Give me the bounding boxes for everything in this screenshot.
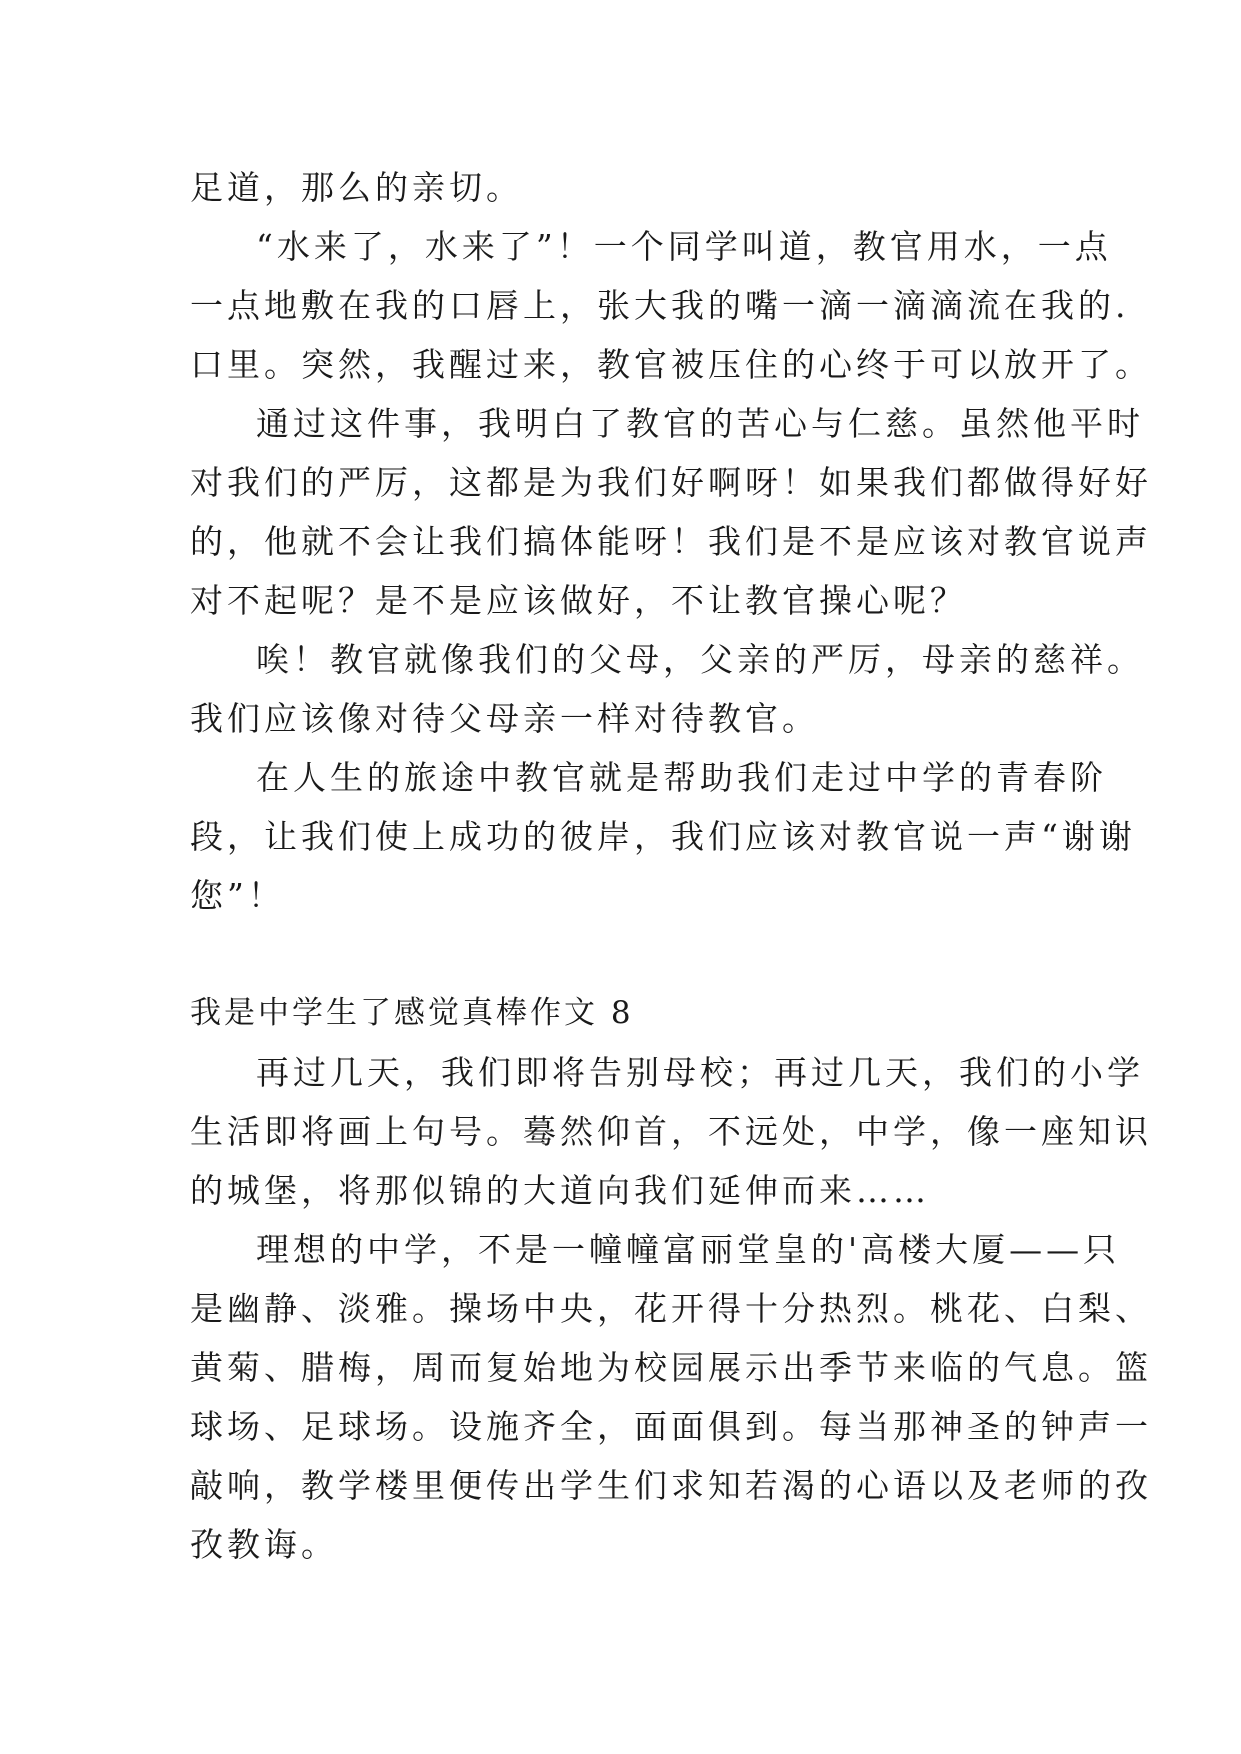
text-line: “水来了，水来了”！一个同学叫道，教官用水，一点 <box>256 227 1112 266</box>
text-line: 通过这件事，我明白了教官的苦心与仁慈。虽然他平时 <box>256 404 1144 443</box>
text-line: 足道，那么的亲切。 <box>190 168 523 207</box>
text-line: 黄菊、腊梅，周而复始地为校园展示出季节来临的气息。篮 <box>190 1348 1152 1387</box>
text-line: 球场、足球场。设施齐全，面面俱到。每当那神圣的钟声一 <box>190 1407 1152 1446</box>
text-line: 在人生的旅途中教官就是帮助我们走过中学的青春阶 <box>256 758 1107 797</box>
text-line: 段，让我们使上成功的彼岸，我们应该对教官说一声“谢谢 <box>190 817 1136 856</box>
document-page <box>190 158 1152 1574</box>
text-line: 一点地敷在我的口唇上，张大我的嘴一滴一滴滴流在我的. <box>190 286 1130 325</box>
essay-title: 我是中学生了感觉真棒作文 8 <box>190 995 634 1031</box>
text-line: 生活即将画上句号。蓦然仰首，不远处，中学，像一座知识 <box>190 1112 1152 1151</box>
text-line: 是幽静、淡雅。操场中央，花开得十分热烈。桃花、白梨、 <box>190 1289 1152 1328</box>
text-line: 口里。突然，我醒过来，教官被压住的心终于可以放开了。 <box>190 345 1152 384</box>
text-line: 孜教诲。 <box>190 1525 338 1564</box>
text-line: 唉！教官就像我们的父母，父亲的严厉，母亲的慈祥。 <box>256 640 1144 679</box>
text-line: 的城堡，将那似锦的大道向我们延伸而来…… <box>190 1171 930 1210</box>
text-line: 对不起呢？是不是应该做好，不让教官操心呢？ <box>190 581 967 620</box>
text-line: 再过几天，我们即将告别母校；再过几天，我们的小学 <box>256 1053 1144 1092</box>
section-gap <box>190 925 1060 983</box>
text-line: 您”！ <box>190 876 285 915</box>
text-line: 的，他就不会让我们搞体能呀！我们是不是应该对教官说声 <box>190 522 1152 561</box>
text-line: 理想的中学，不是一幢幢富丽堂皇的'高楼大厦——只 <box>256 1230 1121 1269</box>
text-line: 敲响，教学楼里便传出学生们求知若渴的心语以及老师的孜 <box>190 1466 1152 1505</box>
text-line: 对我们的严厉，这都是为我们好啊呀！如果我们都做得好好 <box>190 463 1152 502</box>
text-line: 我们应该像对待父母亲一样对待教官。 <box>190 699 819 738</box>
